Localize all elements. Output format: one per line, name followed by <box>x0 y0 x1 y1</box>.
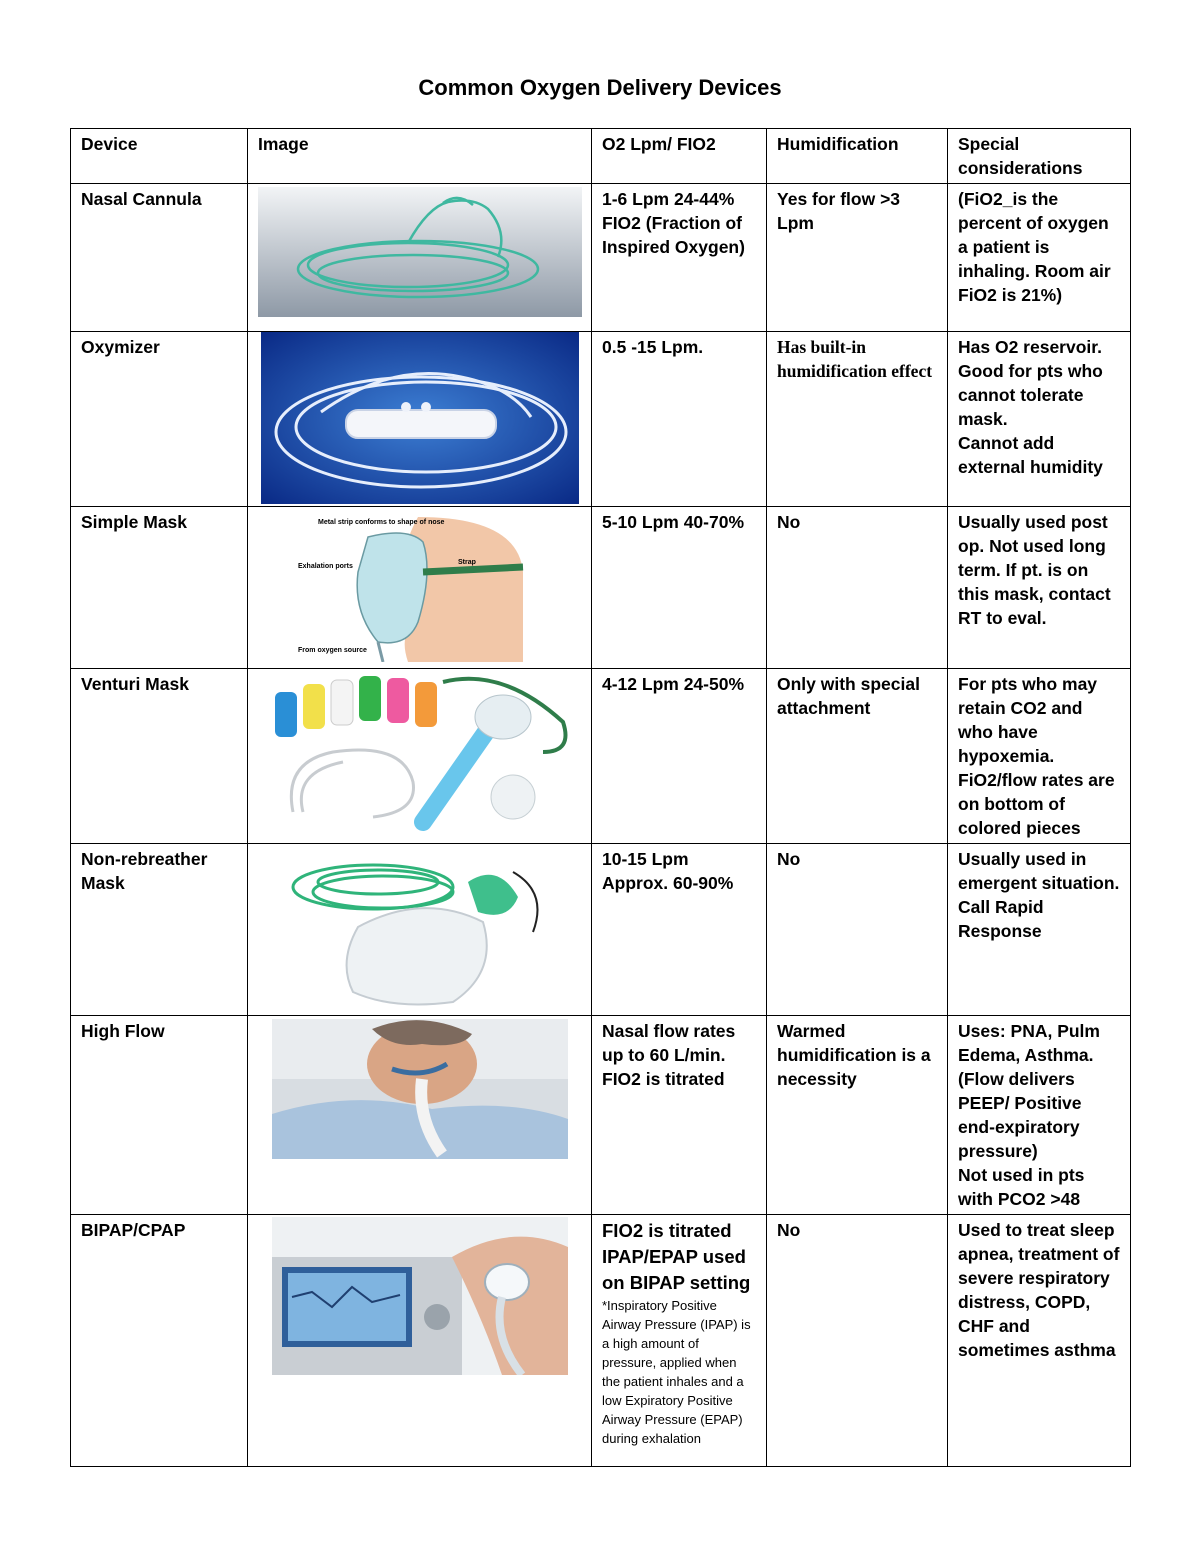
venturi-mask-photo <box>273 672 573 832</box>
device-cell: Oxymizer <box>71 332 248 507</box>
device-cell: Venturi Mask <box>71 669 248 844</box>
header-special: Special considerations <box>948 129 1131 184</box>
o2-cell <box>592 1215 767 1467</box>
image-cell <box>248 844 592 1016</box>
oxymizer-photo <box>261 332 579 504</box>
special-cell: Has O2 reservoir. Good for pts who cannot tolerate mask. Cannot add external humidity <box>948 332 1131 507</box>
humidification-cell: Warmed humidification is a necessity <box>767 1016 948 1215</box>
o2-cell: Nasal flow rates up to 60 L/min. FIO2 is titrated <box>592 1016 767 1215</box>
image-cell <box>248 1215 592 1467</box>
special-cell: Usually used in emergent situation. Call Rapid Response <box>948 844 1131 1016</box>
o2-cell: 0.5 -15 Lpm. <box>592 332 767 507</box>
table-row <box>71 1016 1131 1215</box>
humidification-cell: No <box>767 507 948 669</box>
o2-cell: 1-6 Lpm 24-44% FIO2 (Fraction of Inspired Oxygen) <box>592 184 767 332</box>
header-humidification: Humidification <box>767 129 948 184</box>
page-title: Common Oxygen Delivery Devices <box>418 75 782 100</box>
device-cell: BIPAP/CPAP <box>71 1215 248 1467</box>
o2-cell: 5-10 Lpm 40-70% <box>592 507 767 669</box>
simple-mask-diagram <box>298 512 548 662</box>
devices-table <box>70 128 1131 1467</box>
device-cell: Non-rebreather Mask <box>71 844 248 1016</box>
header-o2: O2 Lpm/ FIO2 <box>592 129 767 184</box>
non-rebreather-photo <box>283 852 553 1007</box>
device-cell: High Flow <box>71 1016 248 1215</box>
humidification-cell: Yes for flow >3 Lpm <box>767 184 948 332</box>
image-cell <box>248 669 592 844</box>
humidification-cell: No <box>767 844 948 1016</box>
diagram-label-source: From oxygen source <box>298 647 367 654</box>
table-row <box>71 332 1131 507</box>
humidification-cell: Only with special attachment <box>767 669 948 844</box>
table-header-row <box>71 129 1131 184</box>
image-cell <box>248 1016 592 1215</box>
bipap-photo <box>272 1217 568 1375</box>
special-cell: For pts who may retain CO2 and who have hypoxemia. FiO2/flow rates are on bottom of colored pieces <box>948 669 1131 844</box>
o2-cell: 4-12 Lpm 24-50% <box>592 669 767 844</box>
high-flow-photo <box>272 1019 568 1159</box>
table-row <box>71 669 1131 844</box>
header-image: Image <box>248 129 592 184</box>
device-cell: Simple Mask <box>71 507 248 669</box>
device-cell: Nasal Cannula <box>71 184 248 332</box>
table-row <box>71 507 1131 669</box>
header-device: Device <box>71 129 248 184</box>
humidification-cell: No <box>767 1215 948 1467</box>
humidification-cell: Has built-in humidification effect <box>767 332 948 507</box>
special-cell: (FiO2_is the percent of oxygen a patient is inhaling. Room air FiO2 is 21%) <box>948 184 1131 332</box>
diagram-label-strap: Strap <box>458 559 476 566</box>
image-cell <box>248 507 592 669</box>
special-cell: Used to treat sleep apnea, treatment of severe respiratory distress, COPD, CHF and sometimes asthma <box>948 1215 1131 1467</box>
image-cell <box>248 184 592 332</box>
diagram-label-exhalation: Exhalation ports <box>298 563 353 570</box>
table-row <box>71 184 1131 332</box>
o2-main-text: FIO2 is titrated IPAP/EPAP used on BIPAP setting <box>602 1220 751 1293</box>
table-row <box>71 844 1131 1016</box>
nasal-cannula-photo <box>258 187 582 317</box>
special-cell: Uses: PNA, Pulm Edema, Asthma. (Flow delivers PEEP/ Positive end-expiratory pressure) Not used in pts with PCO2 >48 <box>948 1016 1131 1215</box>
image-cell <box>248 332 592 507</box>
diagram-label-metal-strip: Metal strip conforms to shape of nose <box>318 519 445 526</box>
table-row <box>71 1215 1131 1467</box>
special-cell: Usually used post op. Not used long term. If pt. is on this mask, contact RT to eval. <box>948 507 1131 669</box>
o2-footnote: *Inspiratory Positive Airway Pressure (IPAP) is a high amount of pressure, applied when the patient inhales and a low Expiratory Positive Airway Pressure (EPAP) during exhalation <box>602 1298 751 1446</box>
o2-cell: 10-15 Lpm Approx. 60-90% <box>592 844 767 1016</box>
